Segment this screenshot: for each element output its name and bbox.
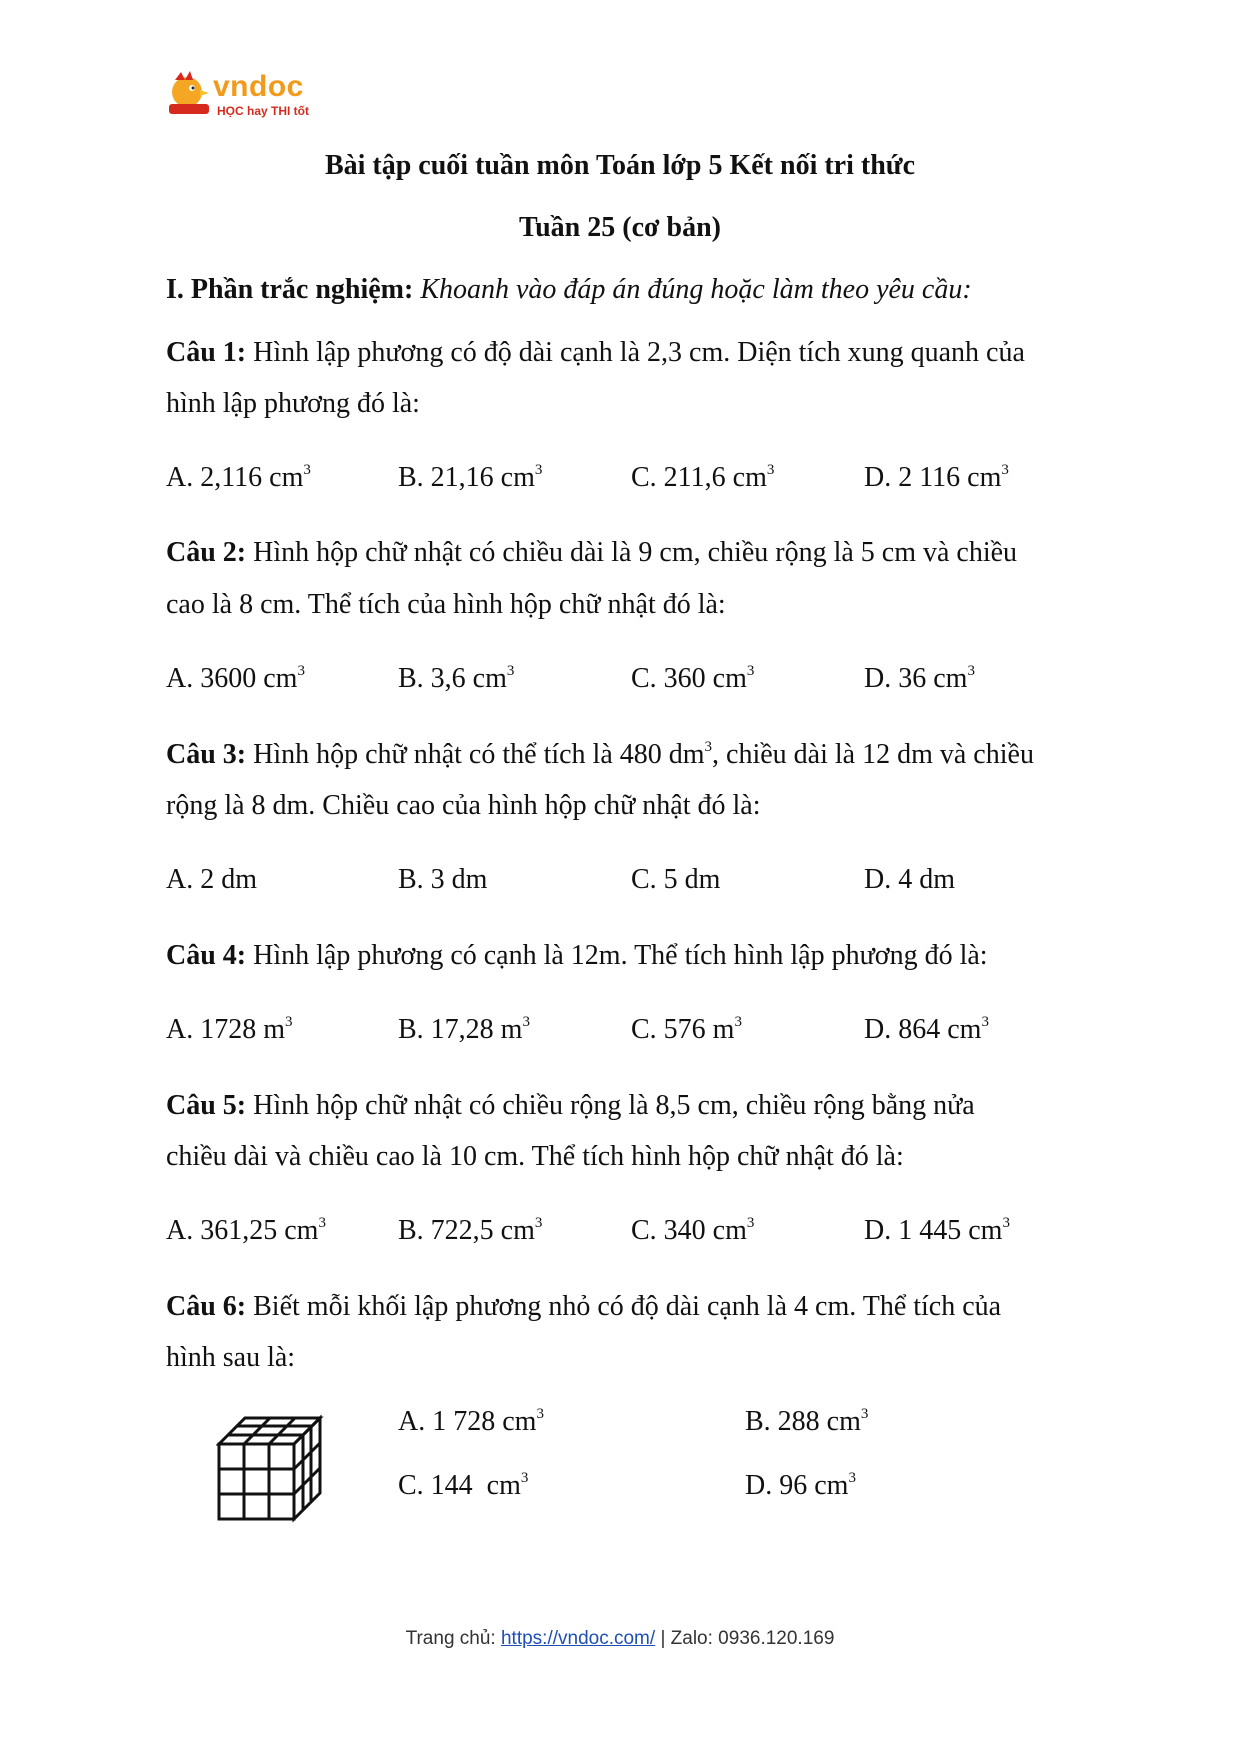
question-label: Câu 6:	[166, 1291, 247, 1322]
question-3-cont: rộng là 8 dm. Chiều cao của hình hộp chữ nhật đó là:	[166, 790, 761, 821]
option-b[interactable]: B. 17,28 $m^3$	[398, 1014, 530, 1045]
option-d[interactable]: D. 4 dm	[864, 864, 955, 895]
option-d[interactable]: D. 864 $cm^3$	[864, 1014, 989, 1045]
document-subtitle: Tuần 25 (cơ bản)	[519, 212, 721, 243]
question-text: Hình lập phương có cạnh là 12m. Thể tích hình lập phương đó là:	[253, 940, 988, 971]
option-b[interactable]: B. 3 dm	[398, 864, 488, 895]
vndoc-logo[interactable]	[165, 70, 325, 120]
section-instruction: Khoanh vào đáp án đúng hoặc làm theo yêu cầu:	[420, 274, 972, 305]
option-b[interactable]: B. 21,16 $cm^3$	[398, 462, 543, 493]
question-label: Câu 5:	[166, 1090, 247, 1121]
question-1	[166, 337, 1025, 369]
option-c[interactable]: C. 576 $m^3$	[631, 1014, 742, 1045]
option-c[interactable]: C. 144 $cm^3$	[398, 1470, 529, 1501]
question-label: Câu 4:	[166, 940, 247, 971]
logo-brand: vndoc	[213, 70, 304, 103]
question-1-cont: hình lập phương đó là:	[166, 388, 420, 419]
logo-slogan: HỌC hay THI tốt	[217, 104, 309, 118]
option-a[interactable]: A. 2 dm	[166, 864, 257, 895]
question-text: Hình lập phương có độ dài cạnh là 2,3 cm. Diện tích xung quanh của	[253, 337, 1025, 368]
section-heading-line	[166, 274, 972, 306]
option-b[interactable]: B. 3,6 $cm^3$	[398, 663, 515, 694]
option-a[interactable]: A. 3600 $cm^3$	[166, 663, 305, 694]
question-text: Hình hộp chữ nhật có chiều rộng là 8,5 cm, chiều rộng bằng nửa	[253, 1090, 975, 1121]
question-label: Câu 2:	[166, 537, 247, 568]
footer-prefix: Trang chủ:	[405, 1628, 501, 1649]
option-d[interactable]: D. 1 445 $cm^3$	[864, 1215, 1010, 1246]
option-c[interactable]: C. 5 dm	[631, 864, 721, 895]
option-a[interactable]: A. 2,116 $cm^3$	[166, 462, 311, 493]
option-c[interactable]: C. 360 $cm^3$	[631, 663, 755, 694]
option-a[interactable]: A. 1728 $m^3$	[166, 1014, 293, 1045]
question-5	[166, 1090, 975, 1122]
question-6-cont: hình sau là:	[166, 1342, 296, 1373]
question-label: Câu 3:	[166, 739, 247, 770]
footer-zalo: | Zalo: 0936.120.169	[655, 1628, 835, 1649]
question-3	[166, 739, 1034, 771]
option-b[interactable]: B. 722,5 $cm^3$	[398, 1215, 543, 1246]
section-heading: I. Phần trắc nghiệm:	[166, 274, 414, 305]
option-d[interactable]: D. 2 116 $cm^3$	[864, 462, 1009, 493]
option-d[interactable]: D. 36 $cm^3$	[864, 663, 975, 694]
question-5-cont: chiều dài và chiều cao là 10 cm. Thể tích hình hộp chữ nhật đó là:	[166, 1141, 904, 1172]
page-footer	[0, 1628, 1240, 1650]
question-2-cont: cao là 8 cm. Thể tích của hình hộp chữ nhật đó là:	[166, 589, 726, 620]
option-a[interactable]: A. 1 728 $cm^3$	[398, 1406, 544, 1437]
question-4	[166, 940, 988, 972]
rooster-mascot-icon	[165, 70, 213, 118]
question-text: Hình hộp chữ nhật có chiều dài là 9 cm, chiều rộng là 5 cm và chiều	[253, 537, 1018, 568]
document-title: Bài tập cuối tuần môn Toán lớp 5 Kết nối tri thức	[324, 150, 916, 181]
question-6	[166, 1291, 1001, 1323]
question-2	[166, 537, 1017, 569]
question-text: Biết mỗi khối lập phương nhỏ có độ dài cạnh là 4 cm. Thể tích của	[253, 1291, 1002, 1322]
option-c[interactable]: C. 340 $cm^3$	[631, 1215, 755, 1246]
question-label: Câu 1:	[166, 337, 247, 368]
cube-figure-icon	[216, 1414, 326, 1524]
option-d[interactable]: D. 96 $cm^3$	[745, 1470, 856, 1501]
homepage-link[interactable]: https://vndoc.com/	[500, 1628, 656, 1649]
question-text: Hình hộp chữ nhật có thể tích là 480 $dm^3$, chiều dài là 12 dm và chiều	[253, 739, 1034, 770]
option-a[interactable]: A. 361,25 $cm^3$	[166, 1215, 326, 1246]
option-c[interactable]: C. 211,6 $cm^3$	[631, 462, 775, 493]
option-b[interactable]: B. 288 $cm^3$	[745, 1406, 869, 1437]
